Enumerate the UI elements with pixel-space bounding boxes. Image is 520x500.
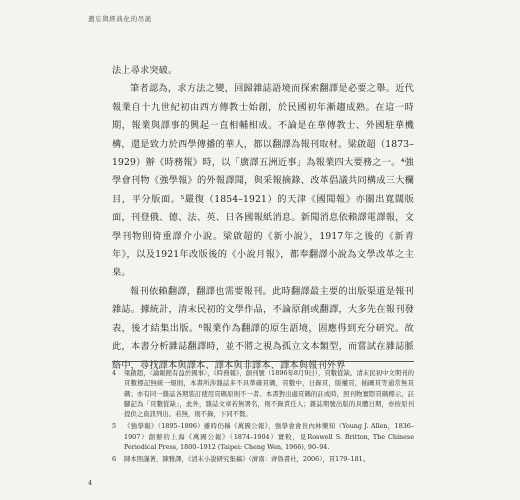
footnote-text: 陳本照謹著，陳雅譯，《清末小說研究集稿》（濟南：齊魯書社，2006），頁179–181。 xyxy=(124,455,370,464)
footnote-4 xyxy=(112,368,414,419)
footnote-6 xyxy=(112,454,414,464)
body-text xyxy=(112,62,414,375)
footnotes xyxy=(112,368,414,467)
running-head: 遺忘與經典化的吊詭 xyxy=(88,15,152,23)
paragraph-1: 法上尋求突破。 xyxy=(112,65,178,76)
page-number: 4 xyxy=(88,479,93,487)
footnote-5 xyxy=(112,421,414,452)
paragraph-3: 報刊依賴翻譯，翻譯也需要報刊。此時翻譯最主要的出版渠道是報刊雜誌。據統計，清末民初的文學作品，不論原創或翻譯，大多先在報刊發表，後才結集出版。⁶報業作為翻譯的原生語境，固應得到充分研究。故此，本書分析雜誌翻譯時，並不將之視為孤立文本類型，而嘗試在雜誌脈絡中，尋找譯本與譯本、譯本與非譯本、譯本與報刊外界 xyxy=(112,285,414,371)
footnote-rule xyxy=(112,361,414,362)
footnote-number: 4 xyxy=(112,369,117,377)
footnote-text: 梁啟超，〈論報館有益於國事〉，《時務報》，創刊號（1896年8月9日），頁數從缺。清末民初中文期刊的頁數標記無統一規則，本書所涉雜誌多不具準確頁碼，頁數中，日錄頁，版權頁，插圖頁等通常無頁碼；亦有同一雜誌各期裝訂使用頁碼原則不一者。本書對出處頁碼的註成時，照刊物實際頁碼標示，註腳記為「頁數從缺」，此外，雜誌文章若無署名，則不錄責任人；雜誌期號出版的具體日期，亦按原刊提供之資訊列出。若無，則不錄，下同不贅。 xyxy=(124,369,414,419)
paragraph-2: 筆者認為，求方法之變，回歸雜誌語境而探索翻譯是必要之舉。近代報業自十九世紀初由西方傳教士始創，於民國初年漸趨成熟。在這一時期，報業與譯事的興起一直相輔相成。不論是在華傳教士、外國駐華機構，還是致力於西學傳播的華人，都以翻譯為報刊取材。梁啟超（1873–1929）辦《時務報》時，以「廣譯五洲近事」為報業四大要務之一。⁴強學會刊物《強學報》的外報譯聞，與采報摘錄、改革倡議共同構成三大欄目，平分版面。⁵嚴復（1854–1921）的天津《國聞報》亦關出寬闊版面，刊登俄、德、法、英、日各國報紙消息。新聞消息依賴譯電譯報，文學刊物則倚重譯介小說。梁啟超的《新小說》，1917年之後的《新青年》，以及1921年改版後的《小說月報》，都奉翻譯小說為文學改革之主臬。 xyxy=(112,83,414,279)
footnote-text: 《強學報》（1895–1896）雖時仍稱《萬國公報》，強學會會長內林樂知（Young J. Allen，1836–1907）創辦的上海《萬國公報》（1874–1904）實較，見Roswell S. Britton, The Chinese Periodical Press, 1800–1912 (Taipei: Cheng Wen, 1966), 90–94. xyxy=(124,422,414,452)
footnote-number: 5 xyxy=(112,422,117,431)
footnote-number: 6 xyxy=(112,455,117,464)
